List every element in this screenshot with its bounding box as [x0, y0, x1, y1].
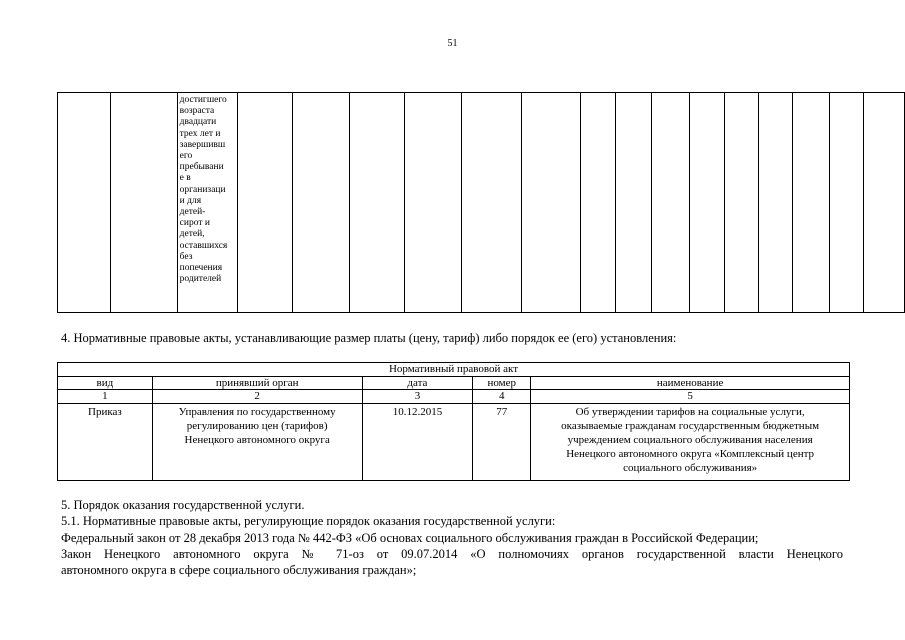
- table-cell: [238, 93, 292, 313]
- column-number: 3: [362, 390, 473, 404]
- act-name-cell: [531, 403, 850, 480]
- cell-text-line: двадцати: [179, 117, 217, 128]
- legal-acts-table: [57, 362, 850, 481]
- table-cell: [724, 93, 758, 313]
- table-cell: [462, 93, 522, 313]
- table-cell: [758, 93, 792, 313]
- cell-text-line: е в: [179, 173, 191, 184]
- cell-text-line: Об утверждении тарифов на социальные услуги,: [575, 405, 805, 418]
- number-cell: 77: [473, 403, 531, 480]
- regional-law-line-cont: автономного округа в сфере социального обслуживания граждан»;: [61, 563, 417, 578]
- cell-text-line: Ненецкого автономного округа «Комплексный центр: [566, 447, 815, 460]
- table-cell: [651, 93, 689, 313]
- column-number-row: [58, 390, 850, 404]
- cell-text-line: Ненецкого автономного округа: [184, 433, 330, 446]
- table-cell: [864, 93, 905, 313]
- cell-text-line: детей,: [179, 229, 205, 240]
- cell-text-line: организаци: [179, 184, 226, 195]
- cell-text-line: попечения: [179, 263, 223, 274]
- table-header-row: [58, 363, 850, 377]
- cell-text-line: пребывани: [179, 162, 224, 173]
- table-cell: [580, 93, 615, 313]
- table-cell: [522, 93, 580, 313]
- cell-text-line: и для: [179, 195, 202, 206]
- column-header: принявший орган: [152, 376, 362, 390]
- table-cell: [689, 93, 724, 313]
- column-header: вид: [58, 376, 153, 390]
- continuation-table: [57, 92, 905, 313]
- wrapped-text-cell: [177, 93, 238, 313]
- table-row: [58, 93, 905, 313]
- section-5-1-heading: 5.1. Нормативные правовые акты, регулирующие порядок оказания государственной услуги:: [61, 514, 556, 529]
- cell-text-line: без: [179, 251, 193, 262]
- cell-text-line: его: [179, 151, 193, 162]
- table-row: [58, 403, 850, 480]
- column-header: номер: [473, 376, 531, 390]
- cell-text-line: учреждением социального обслуживания населения: [567, 433, 813, 446]
- column-number: 4: [473, 390, 531, 404]
- issuing-body-cell: [152, 403, 362, 480]
- federal-law-line: Федеральный закон от 28 декабря 2013 года № 442-ФЗ «Об основах социального обслуживания граждан в Российской Федерации;: [61, 530, 759, 545]
- section-4-heading: 4. Нормативные правовые акты, устанавливающие размер платы (цену, тариф) либо порядок ее (его) установления:: [61, 331, 677, 345]
- column-number: 1: [58, 390, 153, 404]
- column-header: наименование: [531, 376, 850, 390]
- table-cell: [292, 93, 349, 313]
- cell-text-line: сирот и: [179, 218, 210, 229]
- cell-text-line: регулированию цен (тарифов): [186, 419, 328, 432]
- table-cell: [793, 93, 830, 313]
- regional-law-line: Закон Ненецкого автономного округа № 71-оз от 09.07.2014 «О полномочиях органов государственной власти Ненецкого: [61, 546, 843, 561]
- table-cell: [615, 93, 651, 313]
- table-cell: [829, 93, 863, 313]
- table-cell: [58, 93, 111, 313]
- cell-text-line: достигшего: [179, 95, 227, 105]
- section-5: [61, 497, 843, 578]
- group-header-cell: Нормативный правовой акт: [58, 363, 850, 377]
- page-number: 51: [447, 38, 458, 49]
- cell-text-line: Управления по государственному: [178, 405, 336, 418]
- cell-text-line: родителей: [179, 274, 222, 285]
- table-header-row: [58, 376, 850, 390]
- column-number: 5: [531, 390, 850, 404]
- cell-text-line: трех лет и: [179, 128, 221, 139]
- table-cell: [110, 93, 177, 313]
- cell-text-line: социального обслуживания»: [623, 461, 758, 474]
- cell-text-line: завершивш: [179, 139, 226, 150]
- cell-text-line: оказываемые гражданам государственным бюджетным: [561, 419, 820, 432]
- cell-text-line: возраста: [179, 106, 215, 117]
- table-cell: [404, 93, 461, 313]
- column-header: дата: [362, 376, 473, 390]
- act-type-cell: Приказ: [58, 403, 153, 480]
- date-cell: 10.12.2015: [362, 403, 473, 480]
- cell-text-line: детей-: [179, 207, 206, 218]
- section-5-heading: 5. Порядок оказания государственной услуги.: [61, 498, 305, 512]
- column-number: 2: [152, 390, 362, 404]
- table-cell: [350, 93, 404, 313]
- cell-text-line: оставшихся: [179, 240, 228, 251]
